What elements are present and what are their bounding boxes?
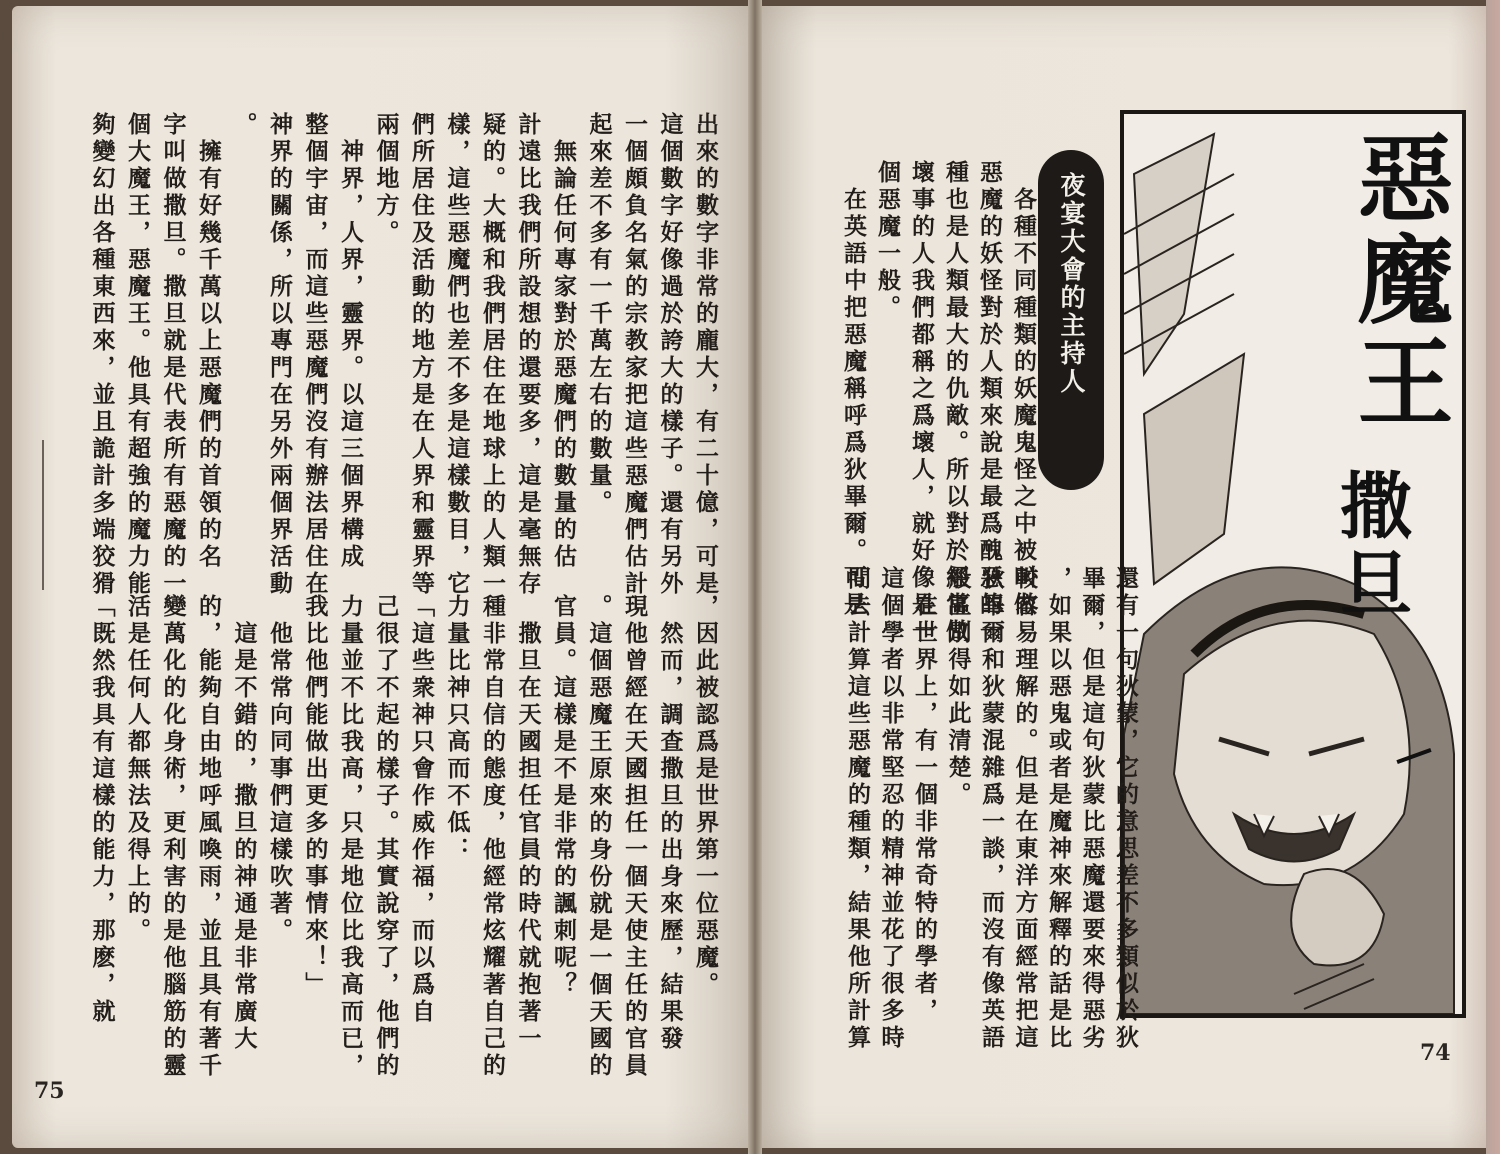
text-column: 兩個地方。: [372, 112, 399, 247]
page-number-left: 75: [34, 1078, 65, 1104]
text-column: 整個宇宙，而這些惡魔們沒有辦法居住在: [301, 112, 328, 598]
text-column: 惡魔的妖怪對於人類來說是最爲醜惡的一: [976, 160, 1002, 646]
text-column: 間去計算這些惡魔的種類，結果他所計算: [844, 566, 870, 1052]
chapter-subtitle: 撒旦: [1328, 468, 1413, 624]
text-column: 在世界上，有一個非常奇特的學者，: [911, 566, 937, 1025]
text-column: 出來的數字非常的龐大，有二十億，可是: [692, 112, 718, 598]
text-column: 字叫做撒旦。撒旦就是代表所有惡魔的一: [159, 112, 186, 598]
text-column: 壞事的人我們都稱之爲壞人，就好像是一: [908, 160, 934, 646]
text-column: 狄畢爾和狄蒙混雜爲一談，而沒有像英語: [978, 566, 1004, 1052]
page-edge: [1486, 0, 1500, 1154]
text-column: 們所居住及活動的地方是在人界和靈界等: [408, 112, 434, 598]
text-column: 「既然我具有這樣的能力，那麽，就: [88, 594, 115, 1026]
text-column: 神界的關係，所以專門在另外兩個界活動: [266, 112, 292, 598]
text-column: 的，能夠自由地呼風喚雨，並且具有著千: [195, 594, 221, 1080]
text-column: 無論任何專家對於惡魔們的數量的估: [550, 112, 576, 571]
text-column: 撒旦在天國担任官員的時代就抱著一: [514, 594, 541, 1053]
text-column: 他常常向同事們這樣吹著。: [266, 594, 292, 945]
text-column: 擁有好幾千萬以上惡魔們的首領的名: [195, 112, 221, 571]
text-column: ，如果以惡鬼或者是魔神來解釋的話是比: [1045, 566, 1071, 1052]
text-column: 然而，調查撒旦的出身來歷，結果發: [656, 594, 683, 1053]
text-column: 。這個惡魔王原來的身份就是一個天國的: [585, 594, 612, 1080]
text-column: 神界，人界，靈界。以這三個界構成: [337, 112, 363, 571]
text-column: 力量並不比我高，只是地位比我高而已，: [337, 594, 363, 1080]
text-column: 己很了不起的樣子。其實說穿了，他們的: [372, 594, 399, 1080]
text-column: 「這些衆神只會作威作福，而以爲自: [408, 594, 434, 1026]
text-column: 畢爾，但是這句狄蒙比惡魔還要來得惡劣: [1078, 566, 1105, 1052]
text-column: 種也是人類最大的仇敵。所以對於經常做: [942, 160, 968, 646]
title-illustration: [1120, 110, 1466, 1018]
margin-rule: [42, 440, 44, 590]
text-column: 樣，這些惡魔們也差不多是這樣數目，它: [443, 112, 470, 598]
section-banner: [1038, 150, 1104, 490]
text-column: 變萬化的化身術，更利害的是他腦筋的靈: [159, 594, 186, 1080]
text-column: 個惡魔一般。: [874, 160, 900, 322]
chapter-title: 惡魔王: [1342, 128, 1455, 434]
text-column: 力量比神只高而不低：: [443, 594, 470, 864]
text-column: 夠變幻出各種東西來，並且詭計多端狡猾: [88, 112, 115, 598]
text-column: 一個頗負名氣的宗教家把這些惡魔們估計: [621, 112, 647, 598]
text-column: 我比他們能做出更多的事情來！」: [301, 594, 328, 999]
text-column: 般區別得如此清楚。: [944, 566, 971, 809]
text-column: 各種不同種類的妖魔鬼怪之中被叫做: [1010, 160, 1036, 619]
text-column: 現他曾經在天國担任一個天使主任的官員: [621, 594, 647, 1080]
text-column: 這個數字好像過於誇大的樣子。還有另外: [656, 112, 683, 598]
text-column: 官員。這樣是不是非常的諷刺呢？: [550, 594, 576, 999]
text-column: 計遠比我們所設想的還要多，這是毫無存: [514, 112, 541, 598]
text-column: 起來差不多有一千萬左右的數量。: [585, 112, 612, 517]
banner-text: 夜宴大會的主持人: [1057, 172, 1086, 396]
text-column: 這是不錯的，撒旦的神通是非常廣大: [230, 594, 257, 1053]
text-column: 較容易理解的。但是在東洋方面經常把這: [1011, 566, 1038, 1052]
text-column: 疑的。大概和我們居住在地球上的人類一: [479, 112, 505, 598]
text-column: 。: [230, 112, 257, 139]
text-column: 在英語中把惡魔稱呼爲狄畢爾。可是: [840, 160, 866, 619]
text-column: 個大魔王，惡魔王。他具有超強的魔力能: [124, 112, 150, 598]
book-gutter: [748, 0, 762, 1154]
text-column: 種非常自信的態度，他經常炫耀著自己的: [479, 594, 505, 1080]
page-number-right: 74: [1420, 1040, 1451, 1066]
text-column: 還有一句狄蒙，它的意思差不多類似於狄: [1112, 566, 1138, 1052]
text-column: 活是任何人都無法及得上的。: [124, 594, 150, 945]
text-column: ，因此被認爲是世界第一位惡魔。: [692, 594, 718, 999]
text-column: 這個學者以非常堅忍的精神並花了很多時: [877, 566, 904, 1052]
